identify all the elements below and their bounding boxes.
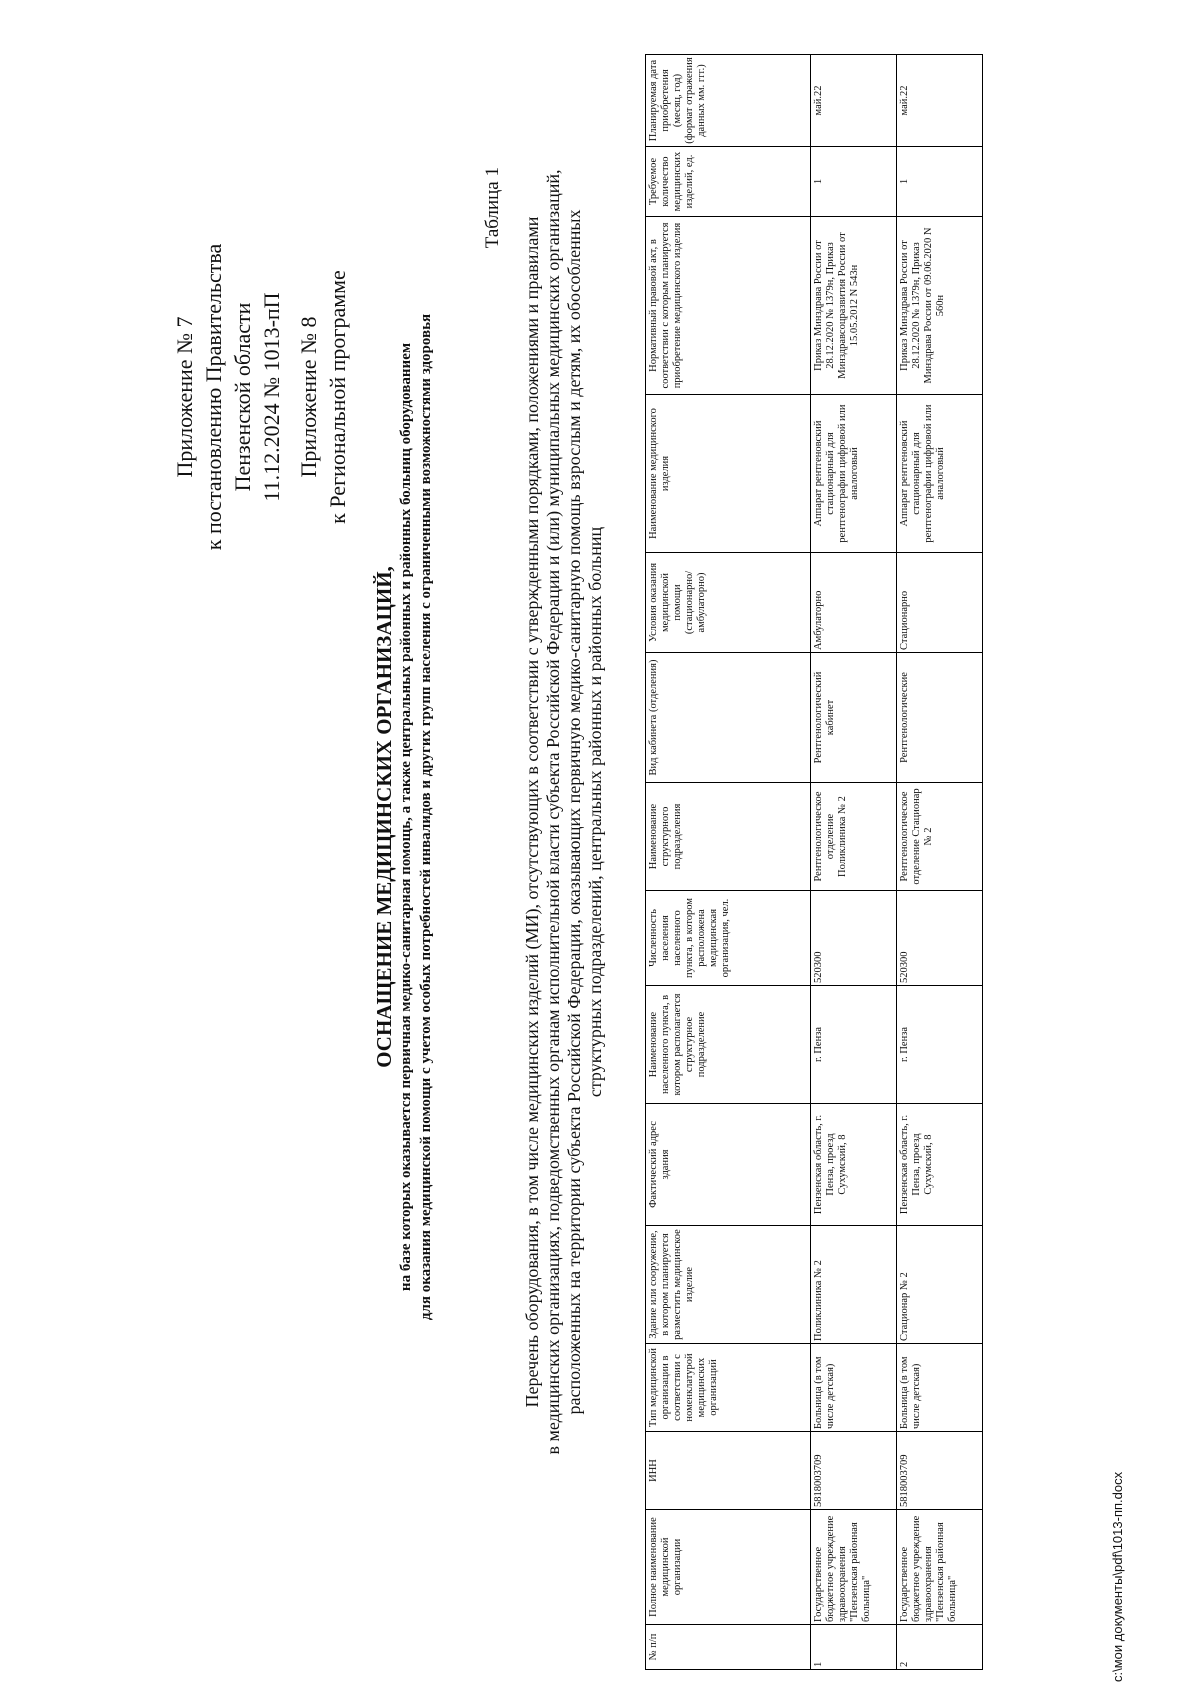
column-header: Фактический адрес здания [646,1104,811,1226]
column-header: Здание или сооружение, в котором планируется разместить медицинское изделие [646,1226,811,1344]
cell-building: Поликлиника № 2 [811,1226,897,1344]
column-header: ИНН [646,1432,811,1510]
cell-subdivision: Рентгенологическое отделение Поликлиника № 2 [811,783,897,891]
intro-line: Перечень оборудования, в том числе медицинских изделий (МИ), отсутствующих в соответствии с утвержденными порядками, положениями и правилами [522,216,542,1408]
cell-type: Больница (в том числе детская) [897,1344,983,1432]
title-main: ОСНАЩЕНИЕ МЕДИЦИНСКИХ ОРГАНИЗАЦИЙ, [372,566,396,1068]
table-number: Таблица 1 [482,167,503,249]
table-header-row [646,55,811,1670]
cell-act: Приказ Минздрава России от 28.12.2020 № 1379н, Приказ Минздрава России от 09.06.2020 N 560н [897,217,983,395]
cell-act: Приказ Минздрава России от 28.12.2020 № 1379н, Приказ Минздравсоцразвития России от 15.05.2012 N 543н [811,217,897,395]
cell-device: Аппарат рентгеновский стационарный для рентгенографии цифровой или аналоговый [897,395,983,553]
cell-qty: 1 [897,147,983,217]
intro-line: в медицинских организациях, подведомственных органам исполнительной власти субъекта Российской Федерации и (или) муниципальных медицинских организаций, [543,169,563,1455]
column-header: Наименование населенного пункта, в котором располагается структурное подразделение [646,986,811,1104]
column-header: Планируемая дата приобретения (месяц, год) (формат отражения данных мм. ггг.) [646,55,811,147]
cell-inn: 5818003709 [897,1432,983,1510]
title-line: на базе которых оказывается первичная медико-санитарная помощь, а также центральных районных и районных больниц оборудованием [398,342,414,1292]
intro-line: расположенных на территории субъекта Российской Федерации, оказывающих первичную медико-санитарную помощь взрослым и детям, их обособленных [564,209,584,1415]
cell-conditions: Амбулаторно [811,553,897,653]
spacer [286,97,294,697]
sub-appendix-line: к Региональной программе [325,270,350,524]
column-header: № п/п [646,1625,811,1670]
cell-subdivision: Рентгенологическое отделение Стационар № 2 [897,783,983,891]
cell-building: Стационар № 2 [897,1226,983,1344]
cell-locality: г. Пенза [897,986,983,1104]
cell-room: Рентгенологические [897,653,983,783]
cell-qty: 1 [811,147,897,217]
cell-population: 520300 [811,891,897,986]
document-title [372,117,436,1517]
cell-locality: г. Пенза [811,986,897,1104]
column-header: Требуемое количество медицинских изделий, ед. [646,147,811,217]
column-header: Полное наименование медицинской организации [646,1510,811,1625]
table-row [811,55,897,1670]
appendix-line: 11.12.2024 № 1013-пП [259,292,284,502]
title-line: для оказания медицинской помощи с учетом особых потребностей инвалидов и других групп населения с ограниченными возможностями здоровья [418,313,434,1321]
cell-date: май.22 [811,55,897,147]
column-header: Тип медицинской организации в соответствии с номенклатурой медицинских организаций [646,1344,811,1432]
cell-org: Государственное бюджетное учреждение здравоохранения "Пензенская районная больница" [897,1510,983,1625]
table-row [897,55,983,1670]
column-header: Вид кабинета (отделения) [646,653,811,783]
intro-line: структурных подразделений, центральных районных и районных больниц [585,526,605,1098]
cell-population: 520300 [897,891,983,986]
sub-appendix-line: Приложение № 8 [296,316,321,478]
appendix-header [170,97,352,697]
appendix-line: Пензенской области [230,302,255,492]
cell-conditions: Стационарно [897,553,983,653]
cell-num: 2 [897,1625,983,1670]
footer-file-path: c:\мои документы\pdf\1013-пп.docx [1110,1471,1125,1682]
cell-room: Рентгенологический кабинет [811,653,897,783]
equipment-table [645,54,983,1670]
column-header: Численность населения населенного пункта, в котором расположена медицинская организация, чел. [646,891,811,986]
cell-address: Пензенская область, г. Пенза, проезд Сухумский, 8 [811,1104,897,1226]
column-header: Наименование медицинского изделия [646,395,811,553]
cell-org: Государственное бюджетное учреждение здравоохранения "Пензенская районная больница" [811,1510,897,1625]
column-header: Условия оказания медицинской помощи (стационарно/ амбулаторно) [646,553,811,653]
appendix-line: Приложение № 7 [172,316,197,478]
column-header: Нормативный правовой акт, в соответствии с которым планируется приобретение медицинского изделия [646,217,811,395]
cell-address: Пензенская область, г. Пенза, проезд Сухумский, 8 [897,1104,983,1226]
cell-device: Аппарат рентгеновский стационарный для рентгенографии цифровой или аналоговый [811,395,897,553]
cell-date: май.22 [897,55,983,147]
appendix-line: к постановлению Правительства [201,243,226,551]
cell-inn: 5818003709 [811,1432,897,1510]
cell-type: Больница (в том числе детская) [811,1344,897,1432]
cell-num: 1 [811,1625,897,1670]
column-header: Наименование структурного подразделения [646,783,811,891]
intro-paragraph [522,87,606,1537]
